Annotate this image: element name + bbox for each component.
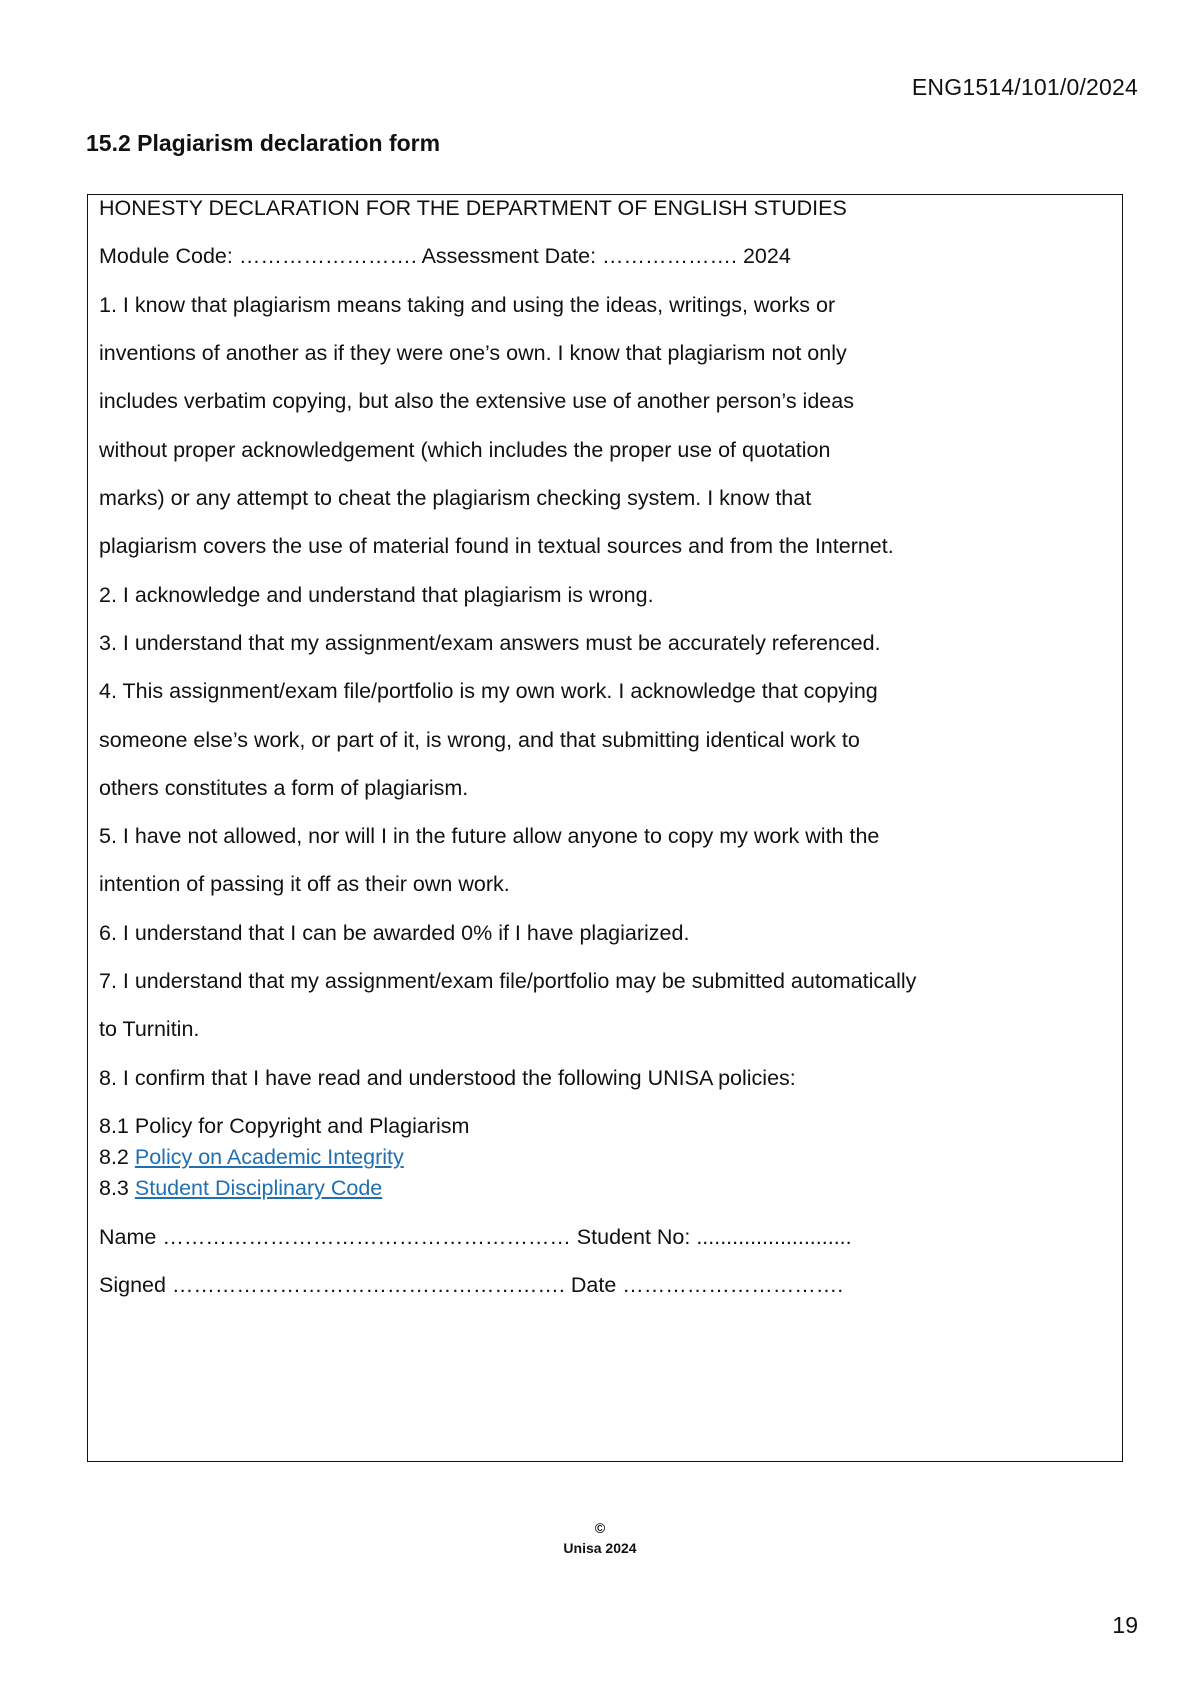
form-title: HONESTY DECLARATION FOR THE DEPARTMENT OF ENGLISH STUDIES	[99, 196, 847, 220]
item-4-line: others constitutes a form of plagiarism.	[99, 776, 469, 800]
item-4-line: 4. This assignment/exam file/portfolio is my own work. I acknowledge that copying	[99, 679, 878, 703]
item-5-line: 5. I have not allowed, nor will I in the future allow anyone to copy my work with the	[99, 824, 880, 848]
module-code-line: Module Code: ……………………. Assessment Date: ………………. 2024	[99, 244, 791, 268]
item-1-line: without proper acknowledgement (which includes the proper use of quotation	[99, 438, 831, 462]
footer-text: Unisa 2024	[563, 1540, 637, 1556]
declaration-form-box	[87, 194, 1123, 1462]
item-4-line: someone else’s work, or part of it, is wrong, and that submitting identical work to	[99, 728, 860, 752]
item-1-line: 1. I know that plagiarism means taking and using the ideas, writings, works or	[99, 293, 836, 317]
policy-number: 8.2	[99, 1145, 129, 1169]
footer	[0, 1518, 1200, 1558]
section-heading: 15.2 Plagiarism declaration form	[86, 130, 441, 156]
page-number: 19	[1112, 1612, 1138, 1638]
declaration-item-6: 6. I understand that I can be awarded 0% if I have plagiarized.	[99, 921, 690, 945]
policy-number: 8.1	[99, 1114, 129, 1138]
student-disciplinary-code-link[interactable]: Student Disciplinary Code	[134, 1176, 383, 1200]
item-1-line: inventions of another as if they were one’s own. I know that plagiarism not only	[99, 341, 847, 365]
item-7-line: 7. I understand that my assignment/exam file/portfolio may be submitted automatically	[99, 969, 917, 993]
policy-item-8-1	[99, 1113, 1111, 1140]
item-1-line: marks) or any attempt to cheat the plagiarism checking system. I know that	[99, 486, 812, 510]
policy-item-8-3	[99, 1175, 1111, 1202]
policy-academic-integrity-link[interactable]: Policy on Academic Integrity	[134, 1145, 404, 1169]
document-code: ENG1514/101/0/2024	[911, 74, 1138, 100]
policy-copyright-plagiarism: Policy for Copyright and Plagiarism	[134, 1114, 470, 1138]
policy-item-8-2	[99, 1144, 1111, 1171]
declaration-item-8: 8. I confirm that I have read and understood the following UNISA policies:	[99, 1066, 796, 1090]
copyright-symbol: ©	[594, 1520, 606, 1536]
item-1-line: includes verbatim copying, but also the extensive use of another person’s ideas	[99, 389, 854, 413]
signed-date-line: Signed ………………………………………………. Date ………………………….	[99, 1273, 844, 1297]
policy-number: 8.3	[99, 1176, 129, 1200]
item-1-line: plagiarism covers the use of material found in textual sources and from the Internet.	[99, 534, 894, 558]
item-7-line: to Turnitin.	[99, 1017, 200, 1041]
item-5-line: intention of passing it off as their own work.	[99, 872, 510, 896]
declaration-item-3: 3. I understand that my assignment/exam answers must be accurately referenced.	[99, 631, 881, 655]
name-student-no-line: Name ………………………………………………… Student No: ..........................	[99, 1225, 852, 1249]
declaration-item-2: 2. I acknowledge and understand that plagiarism is wrong.	[99, 583, 654, 607]
